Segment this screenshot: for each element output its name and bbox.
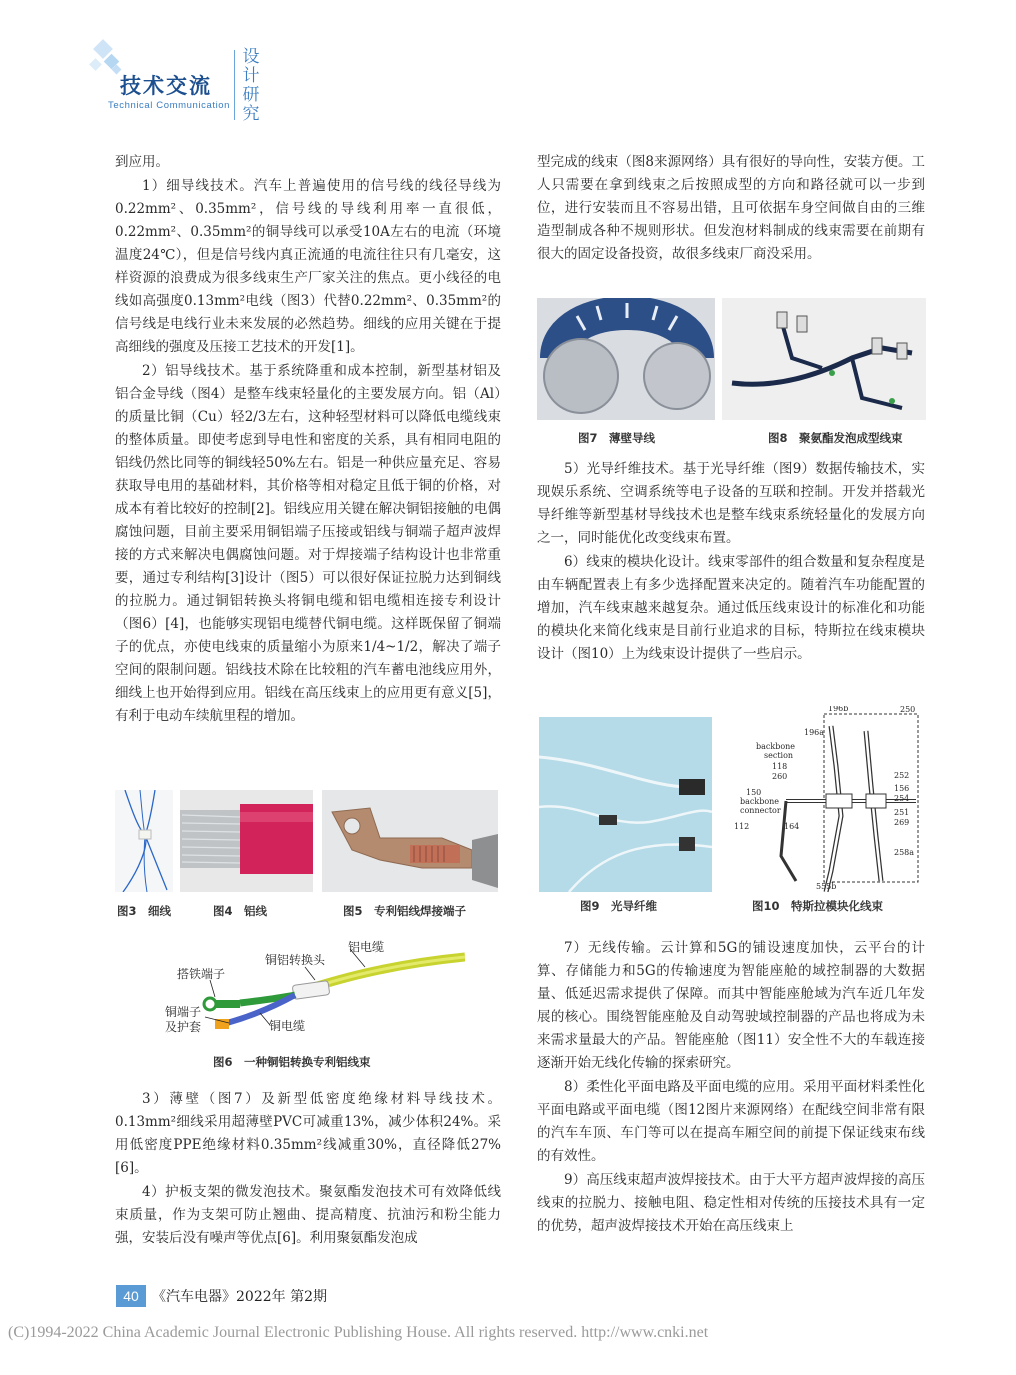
right-column-text-top xyxy=(537,151,925,266)
left-column-text xyxy=(115,151,501,728)
paragraph: 2）铝导线技术。基于系统降重和成本控制，新型基材铝及铝合金导线（图4）是整车线束轻量化的主要发展方向。铝（Al）的质量比铜（Cu）轻2/3左右，这种轻型材料可以降低电缆线束的整体质量。即使考虑到导电性和密度的关系，具有相同电阻的铝线仍然比同等的铜线轻50%左右。铝是一种供应量充足、容易获取导电用的基础材料，其价格等相对稳定且低于铜的价格，对成本有着比较好的控制[2]。铝线应用关键在解决铜铝接触的电偶腐蚀问题，目前主要采用铜铝端子压接或铝线与铜端子超声波焊接的方式来解决电偶腐蚀问题。对于焊接端子结构设计也非常重要，通过专利结构[3]设计（图5）可以很好保证拉脱力达到铜线的拉脱力。通过铜铝转换头将铜电缆和铝电缆相连接专利设计（图6）[4]，也能够实现铝电缆替代铜电缆。这样既保留了铜端子的优点，亦使电线束的质量缩小为原来1/4~1/2，解决了端子空间的限制问题。铝线技术除在比较粗的汽车蓄电池线应用外，细线上也开始得到应用。铝线在高压线束上的应用更有意义[5]，有利于电动车续航里程的增加。 xyxy=(115,363,501,724)
paragraph: 1）细导线技术。汽车上普遍使用的信号线的线径导线为0.22mm²、0.35mm²，信号线的导线利用率一直很低，0.22mm²、0.35mm²的铜导线可以承受10A左右的电流（环境温度24℃），但是信号线内真正流通的电流往往只有几毫安，这样资源的浪费成为很多线束生产厂家关注的焦点。更小线径的电线如高强度0.13mm²电线（图3）代替0.22mm²、0.35mm²的信号线是电线行业未来发展的必然趋势。细线的应用关键在于提高细线的强度及压接工艺技术的开发[1]。 xyxy=(115,178,501,355)
figure-5-caption: 图5 专利铝线焊接端子 xyxy=(343,904,467,918)
label-150: 150 xyxy=(746,788,762,797)
figure-4-caption: 图4 铝线 xyxy=(213,904,268,918)
label-ring-terminal: 搭铁端子 xyxy=(177,967,226,981)
label-555b: 555b xyxy=(816,882,837,891)
page-number: 40 xyxy=(116,1285,146,1307)
paragraph: 5）光导纤维技术。基于光导纤维（图9）数据传输技术，实现娱乐系统、空调系统等电子设备的互联和控制。开发并搭载光导纤维等新型基材导线技术也是整车线束系统轻量化的发展方向之一，同时能优化改变线束布置。 xyxy=(537,461,925,546)
figure-6-diagram xyxy=(165,935,465,1035)
label-254: 254 xyxy=(894,794,910,803)
paragraph: 到应用。 xyxy=(115,154,169,170)
label-164: 164 xyxy=(784,822,800,831)
label-196a: 196a xyxy=(804,728,825,737)
right-column-text-mid xyxy=(537,458,925,666)
left-column-text-bottom xyxy=(115,1088,501,1250)
label-250: 250 xyxy=(900,706,916,714)
figure-7-caption: 图7 薄壁导线 xyxy=(578,431,656,445)
label-backbone-section: backbone xyxy=(756,742,796,751)
figure-9-caption: 图9 光导纤维 xyxy=(580,899,658,913)
label-156: 156 xyxy=(894,784,910,793)
paragraph: 4）护板支架的微发泡技术。聚氨酯发泡技术可有效降低线束质量，作为支架可防止翘曲、提高精度、抗油污和粉尘能力强，安装后没有噪声等优点[6]。利用聚氨酯发泡成 xyxy=(115,1184,501,1246)
figure-5-image xyxy=(322,790,498,892)
figure-7-image xyxy=(537,298,715,420)
header-divider xyxy=(234,50,235,120)
label-260: 260 xyxy=(772,772,788,781)
label-backbone-connector: backbone xyxy=(740,797,780,806)
figure-3-image xyxy=(115,790,173,892)
label-connector: connector xyxy=(740,806,781,815)
figure-4-image xyxy=(180,790,313,892)
figure-9-image xyxy=(539,717,712,892)
label-converter: 铜铝转换头 xyxy=(265,953,326,967)
paragraph: 6）线束的模块化设计。线束零部件的组合数量和复杂程度是由车辆配置表上有多少选择配置来决定的。随着汽车功能配置的增加，汽车线束越来越复杂。通过低压线束设计的标准化和功能的模块化来简化线束是目前行业追求的目标，特斯拉在线束模块设计（图10）上为线束设计提供了一些启示。 xyxy=(537,554,925,662)
paragraph: 型完成的线束（图8来源网络）具有很好的导向性，安装方便。工人只需要在拿到线束之后按照成型的方向和路径就可以一步到位，进行安装而且不容易出错，且可依据车身空间做自由的三维造型制成各种不规则形状。但发泡材料制成的线束需要在前期有很大的固定设备投资，故很多线束厂商没采用。 xyxy=(537,154,925,262)
figure-8-image xyxy=(722,298,926,420)
section-title: 技术交流 xyxy=(120,74,212,98)
paragraph: 7）无线传输。云计算和5G的铺设速度加快，云平台的计算、存储能力和5G的传输速度为智能座舱的域控制器的大数据量、低延迟需求提供了保障。而其中智能座舱域为汽车近几年发展的核心。围绕智能座舱及自动驾驶域控制器的产品也将成为未来需求量最大的产品。智能座舱（图11）安全性不大的车载连接逐渐开始无线化传输的探索研究。 xyxy=(537,940,925,1071)
label-196b: 196b xyxy=(828,706,849,713)
label-cu-terminal: 铜端子 xyxy=(165,1005,202,1019)
paragraph: 8）柔性化平面电路及平面电缆的应用。采用平面材料柔性化平面电路或平面电缆（图12图片来源网络）在配线空间非常有限的汽车车顶、车门等可以在提高车厢空间的前提下保证线束布线的有效性。 xyxy=(537,1079,925,1164)
label-section: section xyxy=(764,751,794,760)
label-269: 269 xyxy=(894,818,910,827)
section-subtitle: Technical Communication xyxy=(108,100,231,111)
right-column-text-bottom xyxy=(537,937,925,1238)
figure-3-caption: 图3 细线 xyxy=(117,904,172,918)
journal-issue: 《汽车电器》2022年 第2期 xyxy=(152,1289,327,1305)
copyright-notice: (C)1994-2022 China Academic Journal Electronic Publishing House. All rights reserved. http://www.cnki.net xyxy=(8,1324,709,1341)
label-sheath: 及护套 xyxy=(165,1020,202,1034)
label-al-cable: 铝电缆 xyxy=(348,940,385,954)
figure-6-caption: 图6 一种铜铝转换专利铝线束 xyxy=(213,1055,371,1069)
label-118: 118 xyxy=(772,762,788,771)
label-cu-cable: 铜电缆 xyxy=(269,1019,306,1033)
label-251: 251 xyxy=(894,808,910,817)
figure-10-caption: 图10 特斯拉模块化线束 xyxy=(752,899,884,913)
figure-10-diagram xyxy=(726,706,926,892)
label-112: 112 xyxy=(734,822,750,831)
column-label: 设计研究 xyxy=(242,47,260,124)
paragraph: 3）薄壁（图7）及新型低密度绝缘材料导线技术。0.13mm²细线采用超薄壁PVC可减重13%，减少体积24%。采用低密度PPE绝缘材料0.35mm²线减重30%，直径降低27%[6]。 xyxy=(115,1091,501,1176)
figure-8-caption: 图8 聚氨酯发泡成型线束 xyxy=(768,431,903,445)
label-258a: 258a xyxy=(894,848,915,857)
label-252: 252 xyxy=(894,771,910,780)
paragraph: 9）高压线束超声波焊接技术。由于大平方超声波焊接的高压线束的拉脱力、接触电阻、稳定性相对传统的压接技术具有一定的优势，超声波焊接技术开始在高压线束上 xyxy=(537,1172,925,1234)
